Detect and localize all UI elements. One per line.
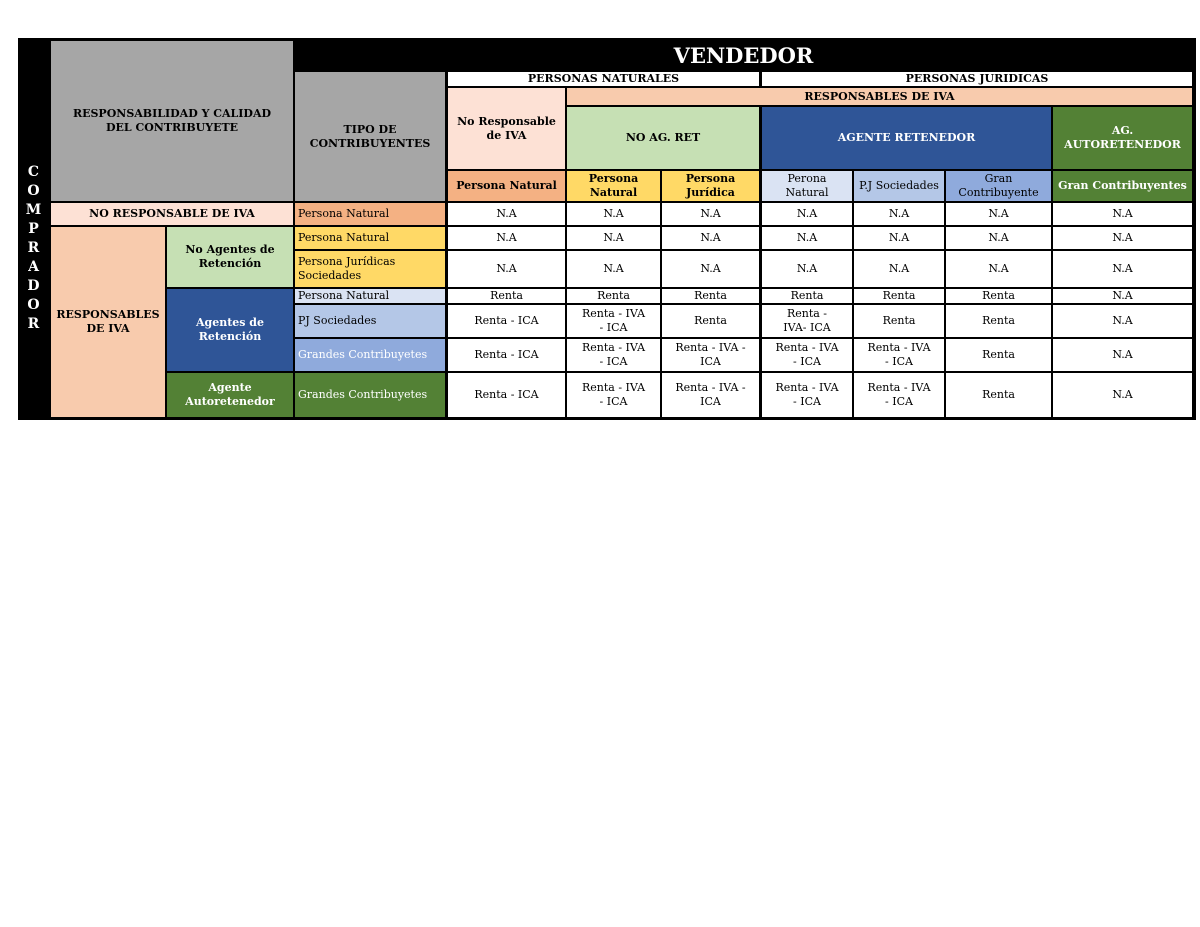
value-cell: N.A [1053, 373, 1192, 417]
no-responsable-iva-header: No Responsable de IVA [448, 88, 565, 169]
value-cell: N.A [946, 251, 1051, 287]
value-cell: Renta [946, 305, 1051, 337]
tipo-cell: Persona Natural [295, 227, 445, 249]
responsables-iva-group: RESPONSABLES DE IVA [51, 227, 165, 417]
vendedor-title: VENDEDOR [295, 41, 1192, 71]
tipo-cell: Persona Natural [295, 203, 445, 225]
comprador-letter: O [27, 182, 40, 199]
value-cell: N.A [662, 227, 759, 249]
tipo-cell: Persona Jurídicas Sociedades [295, 251, 445, 287]
value-cell: Renta - IVA- ICA [762, 305, 852, 337]
personas-juridicas-header: PERSONAS JURIDICAS [762, 72, 1192, 86]
subheader-persona-natural-noag: Persona Natural [567, 171, 660, 201]
agente-retenedor-header: AGENTE RETENEDOR [762, 107, 1051, 169]
value-cell: N.A [1053, 203, 1192, 225]
value-cell: Renta [946, 373, 1051, 417]
agente-autoretenedor-group: Agente Autoretenedor [167, 373, 293, 417]
comprador-letter: D [27, 277, 40, 294]
ag-autoretenedor-header: AG. AUTORETENEDOR [1053, 107, 1192, 169]
tipo-cell: PJ Sociedades [295, 305, 445, 337]
tax-matrix-table [18, 38, 1196, 420]
comprador-letter: R [27, 239, 40, 256]
value-cell: Renta - IVA - ICA [567, 305, 660, 337]
agentes-retencion-group: Agentes de Retención [167, 289, 293, 371]
value-cell: N.A [762, 203, 852, 225]
value-cell: N.A [762, 251, 852, 287]
value-cell: N.A [448, 227, 565, 249]
tipo-header: TIPO DE CONTRIBUYENTES [295, 72, 445, 201]
value-cell: N.A [1053, 339, 1192, 371]
value-cell: Renta [662, 305, 759, 337]
value-cell: N.A [854, 251, 944, 287]
subheader-gran-contribuyente-agente: Gran Contribuyente [946, 171, 1051, 201]
comprador-vertical-label [18, 148, 49, 348]
subheader-gran-contribuyentes-auto: Gran Contribuyentes [1053, 171, 1192, 201]
personas-naturales-header: PERSONAS NATURALES [448, 72, 759, 86]
responsabilidad-header: RESPONSABILIDAD Y CALIDAD DEL CONTRIBUYETE [51, 41, 293, 201]
value-cell: Renta - ICA [448, 373, 565, 417]
tipo-cell: Persona Natural [295, 289, 445, 303]
no-ag-ret-header: NO AG. RET [567, 107, 759, 169]
no-agentes-retencion-group: No Agentes de Retención [167, 227, 293, 287]
comprador-letter: P [28, 220, 39, 237]
value-cell: Renta [854, 289, 944, 303]
value-cell: Renta [946, 289, 1051, 303]
value-cell: Renta - IVA - ICA [567, 373, 660, 417]
value-cell: N.A [854, 203, 944, 225]
value-cell: Renta [946, 339, 1051, 371]
value-cell: Renta - IVA - ICA [762, 339, 852, 371]
value-cell: N.A [762, 227, 852, 249]
value-cell: Renta - IVA - ICA [854, 373, 944, 417]
value-cell: N.A [854, 227, 944, 249]
value-cell: N.A [662, 251, 759, 287]
value-cell: N.A [1053, 305, 1192, 337]
value-cell: N.A [567, 251, 660, 287]
value-cell: N.A [1053, 251, 1192, 287]
value-cell: Renta - ICA [448, 305, 565, 337]
subheader-pj-sociedades-agente: P.J Sociedades [854, 171, 944, 201]
subheader-persona-juridica-noag: Persona Jurídica [662, 171, 759, 201]
value-cell: Renta [567, 289, 660, 303]
value-cell: N.A [448, 203, 565, 225]
value-cell: Renta - IVA - ICA [662, 339, 759, 371]
value-cell: N.A [1053, 227, 1192, 249]
value-cell: N.A [946, 227, 1051, 249]
value-cell: Renta [448, 289, 565, 303]
comprador-letter: O [27, 296, 40, 313]
subheader-persona-natural-no-resp: Persona Natural [448, 171, 565, 201]
value-cell: N.A [567, 227, 660, 249]
comprador-letter: M [25, 201, 42, 218]
tipo-cell: Grandes Contribuyetes [295, 373, 445, 417]
value-cell: Renta - IVA - ICA [567, 339, 660, 371]
value-cell: Renta - IVA - ICA [762, 373, 852, 417]
value-cell: Renta [762, 289, 852, 303]
value-cell: Renta - IVA - ICA [854, 339, 944, 371]
value-cell: Renta - IVA - ICA [662, 373, 759, 417]
responsables-iva-header: RESPONSABLES DE IVA [567, 88, 1192, 105]
comprador-letter: C [27, 163, 40, 180]
no-responsable-iva-group: NO RESPONSABLE DE IVA [51, 203, 293, 225]
value-cell: N.A [1053, 289, 1192, 303]
value-cell: N.A [448, 251, 565, 287]
value-cell: Renta - ICA [448, 339, 565, 371]
tipo-cell: Grandes Contribuyetes [295, 339, 445, 371]
comprador-letter: A [28, 258, 39, 275]
value-cell: N.A [567, 203, 660, 225]
value-cell: N.A [946, 203, 1051, 225]
comprador-letter: R [27, 315, 40, 332]
value-cell: Renta [662, 289, 759, 303]
value-cell: N.A [662, 203, 759, 225]
subheader-persona-natural-agente: Perona Natural [762, 171, 852, 201]
value-cell: Renta [854, 305, 944, 337]
